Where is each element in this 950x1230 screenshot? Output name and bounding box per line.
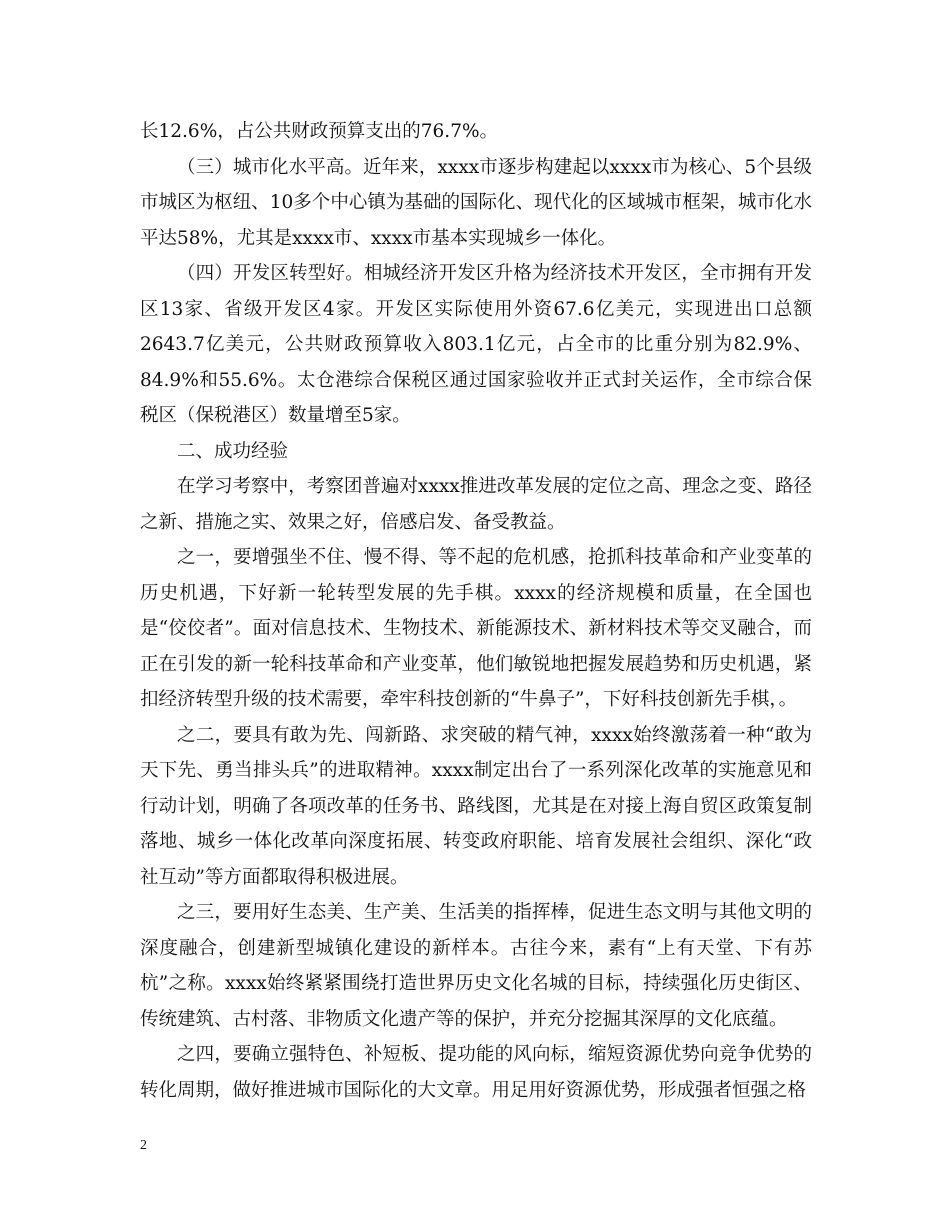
paragraph-urbanization: （三）城市化水平高。近年来，xxxx市逐步构建起以xxxx市为核心、5个县级市城区为枢纽、10多个中心镇为基础的国际化、现代化的区域城市框架，城市化水平达58%，尤其是xxxx市、xxxx市基本实现城乡一体化。 [140,156,812,249]
page-number: 2 [140,1138,147,1153]
paragraph-development-zones: （四）开发区转型好。相城经济开发区升格为经济技术开发区，全市拥有开发区13家、省级开发区4家。开发区实际使用外资67.6亿美元，实现进出口总额2643.7亿美元，公共财政预算收入803.1亿元，占全市的比重分别为82.9%、84.9%和55.6%。太仓港综合保税区通过国家验收并正式封关运作，全市综合保税区（保税港区）数量增至5家。 [140,263,812,426]
paragraph-experience-three: 之三，要用好生态美、生产美、生活美的指挥棒，促进生态文明与其他文明的深度融合，创建新型城镇化建设的新样本。古往今来，素有“上有天堂、下有苏杭”之称。xxxx始终紧紧围绕打造世界历史文化名城的目标，持续强化历史街区、传统建筑、古村落、非物质文化遗产等的保护，并充分挖掘其深厚的文化底蕴。 [140,902,812,1030]
section-heading-experience: 二、成功经验 [177,440,289,462]
paragraph-experience-two: 之二，要具有敢为先、闯新路、求突破的精气神，xxxx始终激荡着一种“敢为天下先、勇当排头兵”的进取精神。xxxx制定出台了一系列深化改革的实施意见和行动计划，明确了各项改革的任务书、路线图，尤其是在对接上海自贸区政策复制落地、城乡一体化改革向深度拓展、转变政府职能、培育发展社会组织、深化“政社互动”等方面都取得积极进展。 [140,724,812,888]
paragraph-experience-one: 之一，要增强坐不住、慢不得、等不起的危机感，抢抓科技革命和产业变革的历史机遇，下好新一轮转型发展的先手棋。xxxx的经济规模和质量，在全国也是“佼佼者”。面对信息技术、生物技术、新能源技术、新材料技术等交叉融合，而正在引发的新一轮科技革命和产业变革，他们敏锐地把握发展趋势和历史机遇，紧扣经济转型升级的技术需要，牵牢科技创新的“牛鼻子”，下好科技创新先手棋，。 [140,547,812,710]
paragraph-continuation: 长12.6%，占公共财政预算支出的76.7%。 [140,121,499,142]
paragraph-experience-four: 之四，要确立强特色、补短板、提功能的风向标，缩短资源优势向竞争优势的转化周期，做好推进城市国际化的大文章。用足用好资源优势，形成强者恒强之格 [140,1044,812,1101]
paragraph-intro-experience: 在学习考察中，考察团普遍对xxxx推进改革发展的定位之高、理念之变、路径之新、措施之实、效果之好，倍感启发、备受教益。 [140,476,812,533]
document-body [140,114,812,1108]
